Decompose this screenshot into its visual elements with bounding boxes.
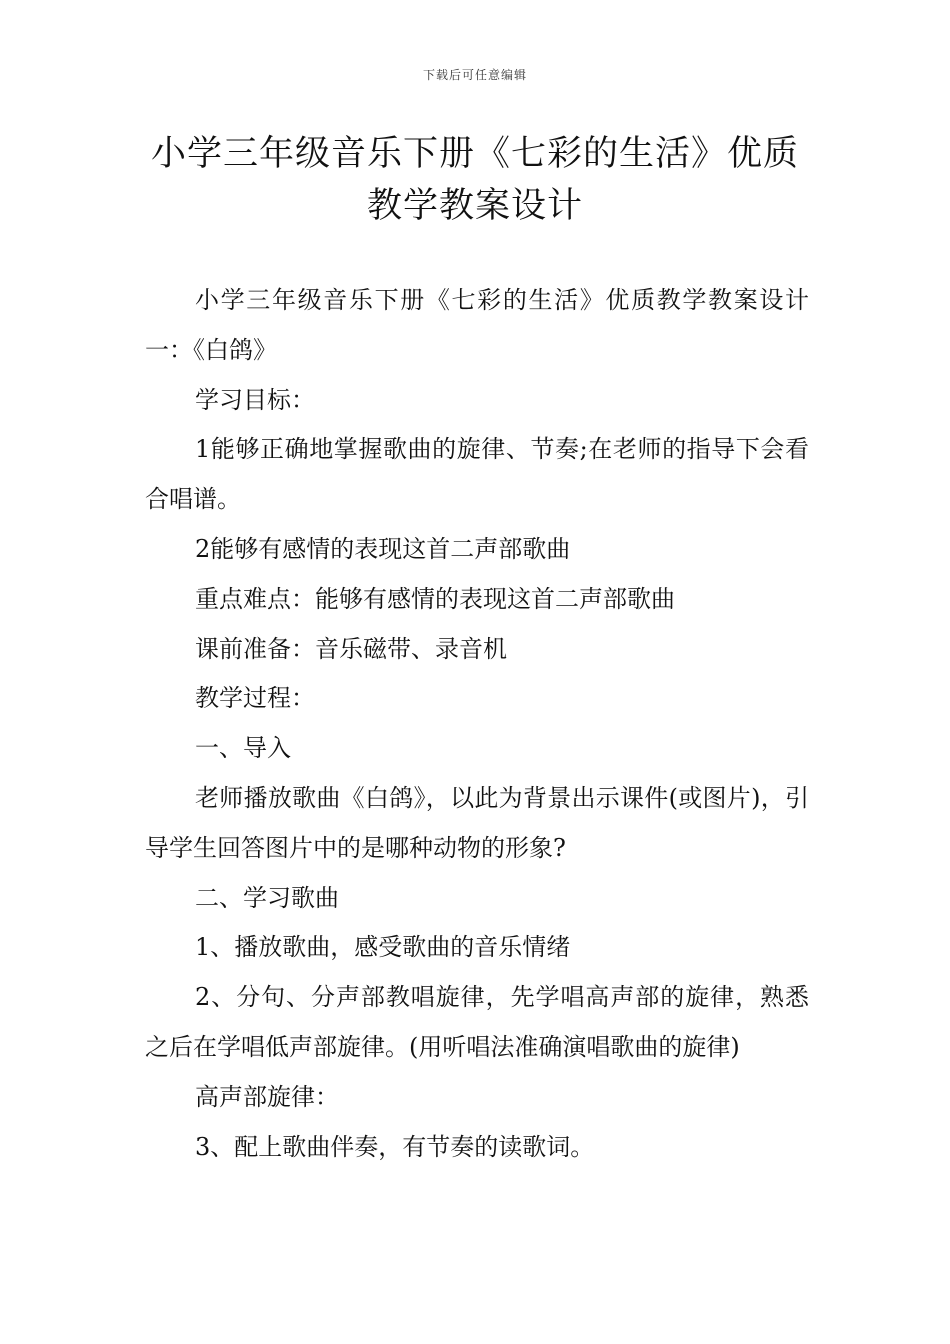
paragraph: 二、学习歌曲 xyxy=(195,883,339,912)
paragraph: 老师播放歌曲《白鸽》，以此为背景出示课件(或图片)，引导学生回答图片中的是哪种动物的形象? xyxy=(145,783,809,862)
paragraph: 教学过程： xyxy=(195,684,315,713)
paragraph: 学习目标： xyxy=(195,385,315,414)
paragraph: 1能够正确地掌握歌曲的旋律、节奏;在老师的指导下会看合唱谱。 xyxy=(145,435,809,514)
paragraph: 高声部旋律： xyxy=(195,1082,339,1111)
document-title xyxy=(120,128,830,232)
title-line-1: 小学三年级音乐下册《七彩的生活》优质 xyxy=(150,134,799,174)
paragraph: 3、配上歌曲伴奏，有节奏的读歌词。 xyxy=(195,1132,595,1161)
header-note: 下载后可任意编辑 xyxy=(422,68,527,82)
paragraph: 1、播放歌曲，感受歌曲的音乐情绪 xyxy=(195,933,571,962)
paragraph: 课前准备：音乐磁带、录音机 xyxy=(195,634,507,663)
paragraph: 重点难点：能够有感情的表现这首二声部歌曲 xyxy=(195,584,675,613)
document-body xyxy=(145,276,809,1172)
title-line-2: 教学教案设计 xyxy=(366,186,583,226)
paragraph: 小学三年级音乐下册《七彩的生活》优质教学教案设计一：《白鸽》 xyxy=(145,286,809,364)
paragraph: 2、分句、分声部教唱旋律，先学唱高声部的旋律，熟悉之后在学唱低声部旋律。(用听唱法准确演唱歌曲的旋律) xyxy=(145,983,809,1061)
paragraph: 2能够有感情的表现这首二声部歌曲 xyxy=(195,534,571,563)
paragraph: 一、导入 xyxy=(195,734,291,763)
